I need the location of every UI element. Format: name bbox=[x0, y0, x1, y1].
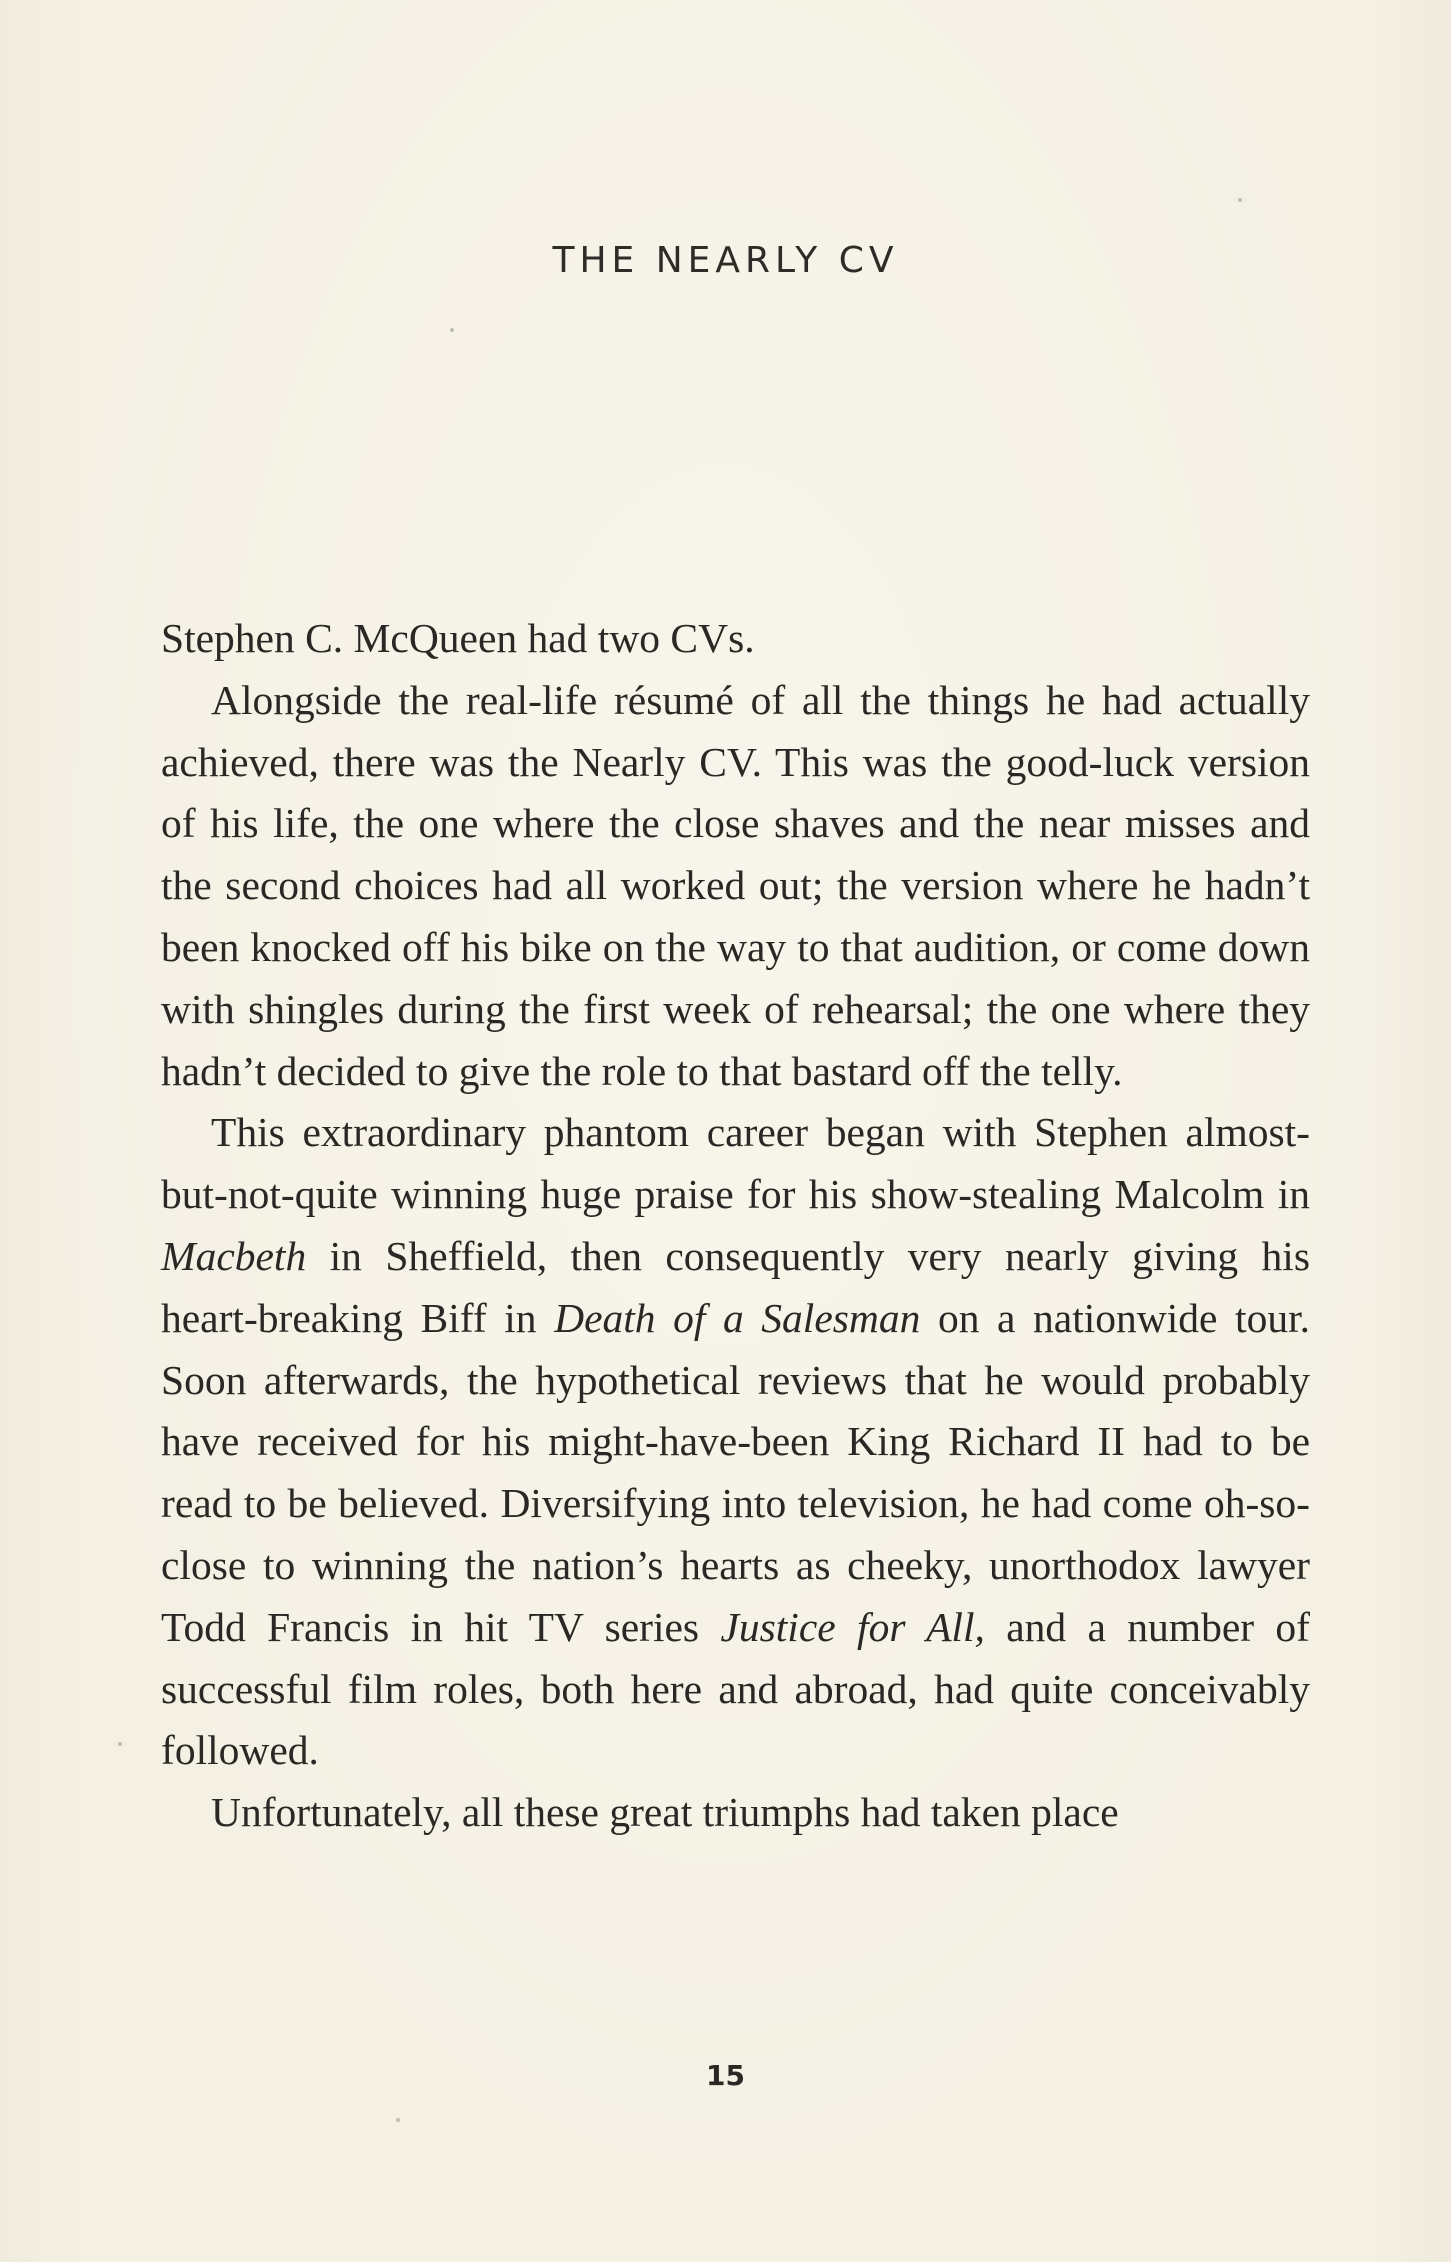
paragraph-3 bbox=[161, 1102, 1310, 1782]
paper-speck bbox=[118, 1742, 122, 1746]
paper-speck bbox=[1238, 198, 1242, 202]
paragraph-3-text-1: This extraordinary phantom career began with Stephen almost-but-not-quite winning huge praise for his show-stealing Malcolm in bbox=[161, 1109, 1310, 1218]
page-number: 15 bbox=[706, 2059, 745, 2092]
tv-title-justice-for-all: Justice for All, bbox=[720, 1603, 985, 1650]
paragraph-1: Stephen C. McQueen had two CVs. bbox=[161, 615, 755, 661]
play-title-macbeth: Macbeth bbox=[161, 1232, 307, 1279]
paragraph-4: Unfortunately, all these great triumphs had taken place bbox=[211, 1789, 1119, 1836]
paragraph-3-text-4: and a number of successful film roles, both here and abroad, had quite conceivably followed. bbox=[161, 1603, 1311, 1774]
paragraph-3-text-3: on a nationwide tour. Soon afterwards, the hypothetical reviews that he would probably have received for his might-have-been King Richard II had to be read to be believed. Diversifying into television, he had come oh-so-close to winning the nation’s hearts as cheeky, unorthodox lawyer Todd Francis in hit TV series bbox=[161, 1294, 1310, 1650]
paragraph-3-text-2: in Sheffield, then consequently very nearly giving his heart-breaking Biff in bbox=[161, 1232, 1310, 1341]
paper-speck bbox=[396, 2118, 400, 2122]
chapter-body bbox=[161, 608, 1310, 1844]
play-title-death-of-a-salesman: Death of a Salesman bbox=[554, 1294, 921, 1341]
paper-speck bbox=[450, 328, 454, 332]
chapter-title: THE NEARLY CV bbox=[552, 240, 899, 281]
paragraph-2: Alongside the real-life résumé of all the things he had actually achieved, there was the Nearly CV. This was the good-luck version of his life, the one where the close shaves and the near misses and the second choices had all worked out; the version where he hadn’t been knocked off his bike on the way to that audition, or come down with shingles during the first week of rehearsal; the one where they hadn’t decided to give the role to that bastard off the telly. bbox=[161, 676, 1310, 1094]
